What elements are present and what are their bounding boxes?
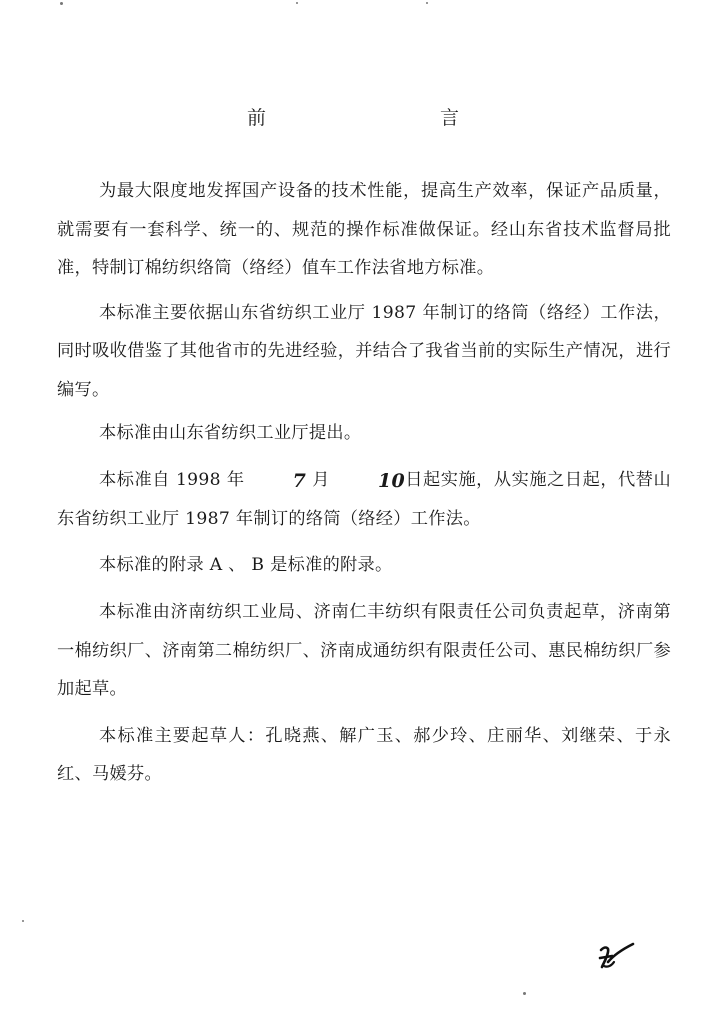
scan-speck	[296, 2, 298, 4]
paragraph-purpose: 为最大限度地发挥国产设备的技术性能，提高生产效率，保证产品质量，就需要有一套科学、统一的、规范的操作标准做保证。经山东省技术监督局批准，特制订棉纺织络筒（络经）值车工作法省地方标准。	[57, 181, 671, 279]
page-title: 前 言	[246, 107, 544, 129]
handwritten-day: 10	[377, 470, 405, 493]
paragraph-drafters: 本标准主要起草人：孔晓燕、解广玉、郝少玲、庄丽华、刘继荣、于永红、马媛芬。	[57, 725, 671, 785]
document-body	[57, 172, 671, 802]
month-suffix: 月	[312, 470, 330, 491]
handwritten-initials	[595, 938, 637, 972]
paragraph-effective-date	[57, 460, 671, 538]
handwritten-month: 7	[292, 470, 307, 493]
scan-speck	[523, 992, 526, 995]
scan-speck	[426, 2, 428, 4]
paragraph-drafting-units: 本标准由济南纺织工业局、济南仁丰纺织有限责任公司负责起草，济南第一棉纺织厂、济南第二棉纺织厂、济南成通纺织有限责任公司、惠民棉纺织厂参加起草。	[57, 601, 671, 700]
scan-speck	[22, 920, 24, 922]
paragraph-basis: 本标准主要依据山东省纺织工业厅 1987 年制订的络筒（络经）工作法，同时吸收借鉴了其他省市的先进经验，并结合了我省当前的实际生产情况，进行编写。	[57, 302, 671, 400]
paragraph-appendix: 本标准的附录 A 、 B 是标准的附录。	[99, 555, 393, 576]
scan-speck	[60, 2, 63, 5]
effective-date-prefix: 本标准自 1998 年	[99, 470, 245, 491]
effective-date-suffix: 日起实施，从实施之日起，代替山东省纺织工业厅 1987 年制订的络筒（络经）工作法。	[57, 470, 672, 529]
paragraph-proposer: 本标准由山东省纺织工业厅提出。	[99, 422, 362, 443]
